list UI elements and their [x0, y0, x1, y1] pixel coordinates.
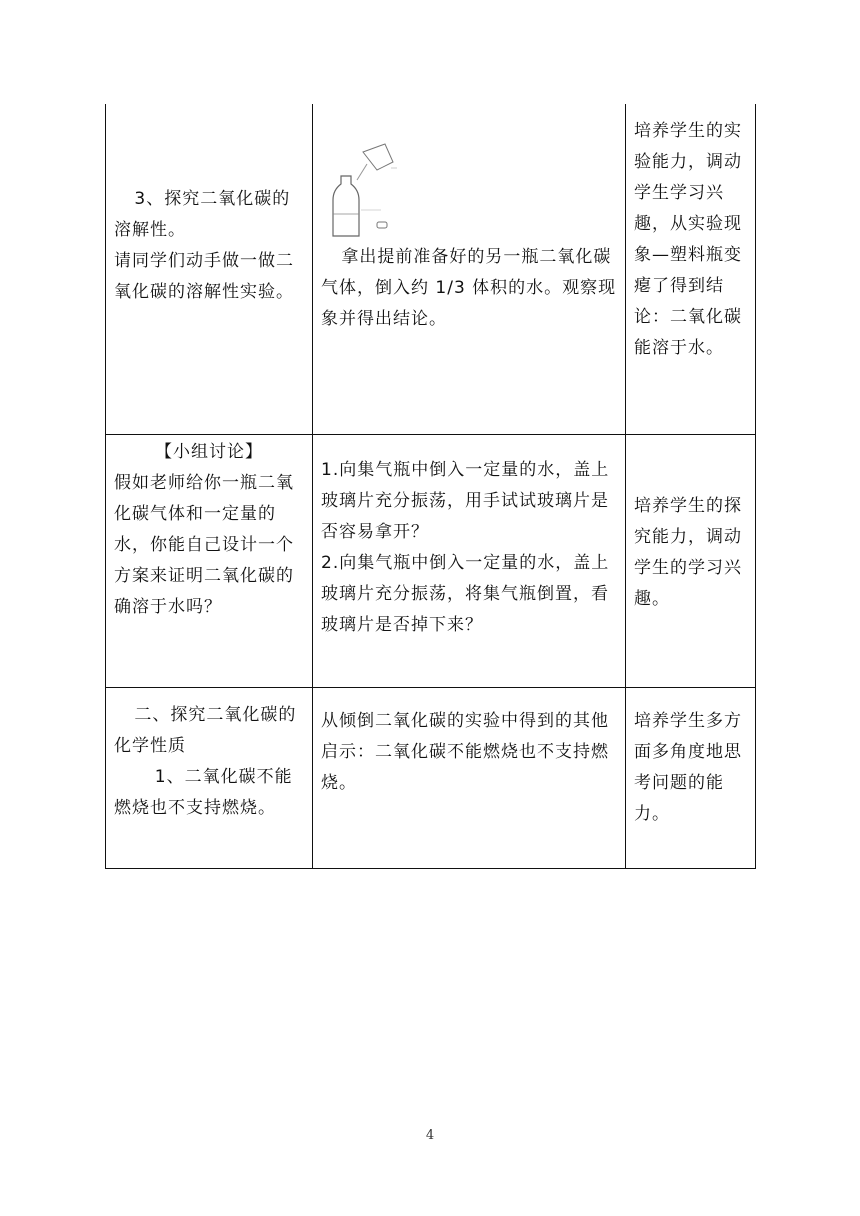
section-heading: 二、探究二氧化碳的化学性质	[114, 705, 297, 756]
student-activity-text: 从倾倒二氧化碳的实验中得到的其他启示：二氧化碳不能燃烧也不支持燃烧。	[321, 711, 609, 793]
group-discussion-title: 【小组讨论】	[155, 442, 263, 462]
table-row	[106, 688, 756, 869]
design-purpose-text: 培养学生的探究能力，调动学生的学习兴趣。	[634, 496, 742, 609]
group-discussion-text: 假如老师给你一瓶二氧化碳气体和一定量的水，你能自己设计一个方案来证明二氧化碳的确溶于水吗？	[114, 473, 294, 617]
page-number: 4	[425, 1128, 435, 1143]
student-activity-cell	[313, 104, 626, 435]
student-method-2: 2.向集气瓶中倒入一定量的水，盖上玻璃片充分振荡，将集气瓶倒置，看玻璃片是否掉下来？	[321, 553, 610, 635]
design-purpose-text: 培养学生多方面多角度地思考问题的能力。	[634, 711, 742, 824]
student-method-1: 1.向集气瓶中倒入一定量的水，盖上玻璃片充分振荡，用手试试玻璃片是否容易拿开？	[321, 460, 610, 542]
teacher-activity-cell	[106, 688, 313, 869]
student-activity-cell	[313, 435, 626, 688]
table-row	[106, 104, 756, 435]
activity-heading: 3、探究二氧化碳的溶解性。	[114, 189, 291, 240]
table-row	[106, 435, 756, 688]
teacher-activity-cell	[106, 104, 313, 435]
student-activity-text: 拿出提前准备好的另一瓶二氧化碳气体，倒入约 1/3 体积的水。观察现象并得出结论。	[321, 247, 617, 329]
activity-instruction: 请同学们动手做一做二氧化碳的溶解性实验。	[114, 251, 294, 302]
pouring-water-into-bottle-figure	[327, 140, 399, 240]
student-activity-cell	[313, 688, 626, 869]
design-purpose-cell	[626, 435, 756, 688]
design-purpose-cell	[626, 104, 756, 435]
teacher-activity-cell	[106, 435, 313, 688]
design-purpose-text: 培养学生的实验能力，调动学生学习兴趣，从实验现象—塑料瓶变瘪了得到结论：二氧化碳能溶于水。	[634, 121, 742, 358]
section-subheading: 1、二氧化碳不能燃烧也不支持燃烧。	[114, 767, 293, 818]
design-purpose-cell	[626, 688, 756, 869]
lesson-plan-table	[105, 104, 756, 869]
